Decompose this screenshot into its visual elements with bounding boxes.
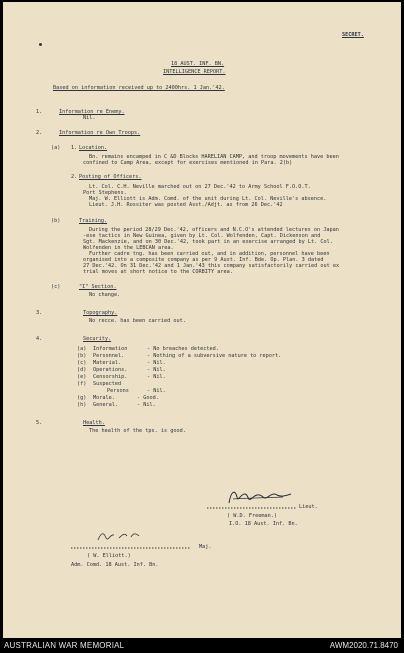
- training-line: Further cadre tng. has been carried out, and in addition, personnel have been: [89, 251, 330, 257]
- section-1-number: 1.: [36, 109, 43, 115]
- freeman-role: I.O. 18 Aust. Inf. Bn.: [229, 521, 298, 527]
- section-5-body: The health of the tps. is good.: [89, 428, 186, 434]
- elliott-signature: [95, 528, 145, 544]
- training-line: organised into a composite company as per 9 Aust. Inf. Bde. Op. Plan. 3 dated: [83, 257, 324, 263]
- report-basis: Based on information received up to 2400hrs. 1 Jan.'42.: [53, 85, 225, 91]
- security-item-name: Personnel.: [93, 353, 125, 359]
- training-line: During the period 28/29 Dec.'42, officers and N.C.O's attended lectures on Japan: [89, 227, 339, 233]
- security-item-value: - Nil.: [147, 374, 166, 380]
- signature-dotted-line: [207, 505, 297, 511]
- freeman-rank: Lieut.: [299, 504, 318, 510]
- freeman-name: ( W.D. Freeman.): [227, 513, 277, 519]
- training-line: -ese tactics in New Guinea, given by Lt. Col. Wolfenden, Capt. Dickenson and: [83, 233, 321, 239]
- security-item-value: - No breaches detected.: [147, 346, 219, 352]
- archive-reference: AWM2020.71.8470: [329, 641, 398, 650]
- posting-line: Port Stephens.: [83, 190, 127, 196]
- security-item-value: - Nothing of a subversive nature to report.: [147, 353, 282, 359]
- security-item-name: Suspected: [93, 381, 122, 387]
- archive-footer: [0, 638, 404, 653]
- security-item-value: - Nil.: [147, 367, 166, 373]
- section-3-heading: Topography.: [83, 310, 118, 316]
- section-5-heading: Health.: [83, 420, 105, 426]
- elliott-name: ( W. Elliott.): [87, 553, 131, 559]
- security-label: (h): [77, 402, 87, 408]
- para-a1-number: 1.: [71, 145, 78, 151]
- training-line: trial moves at short notice to the CORBITY area.: [83, 269, 233, 275]
- security-item-name: Persons: [107, 388, 129, 394]
- security-item-value: - Nil.: [147, 360, 166, 366]
- security-item-name: Censorship.: [93, 374, 128, 380]
- para-b-label: (b): [51, 218, 61, 224]
- security-item-name: Material.: [93, 360, 122, 366]
- elliott-rank: Maj.: [199, 544, 212, 550]
- para-b-heading: Training.: [79, 218, 108, 224]
- security-item-value: - Good.: [137, 395, 159, 401]
- security-label: (g): [77, 395, 87, 401]
- location-line: Bn. remains encamped in C &D Blocks HARELIAN CAMP, and troop movements have been: [89, 154, 339, 160]
- posting-line: Maj. W. Elliott is Adm. Comd. of the unit during Lt. Col. Neville's absence.: [89, 196, 327, 202]
- para-a-label: (a): [51, 145, 61, 151]
- location-line: confined to Camp Area, except for exercises mentioned in Para. 2(b): [83, 160, 293, 166]
- classification-mark: SECRET.: [342, 32, 364, 38]
- security-label: (f): [77, 381, 87, 387]
- report-title: INTELLIGENCE REPORT.: [163, 69, 226, 75]
- training-line: 27 Dec.'42. On 31 Dec.'42 and 1 Jan.'43 this company satisfactorily carried out ex: [83, 263, 340, 269]
- training-line: Wolfenden in the LEBCAN area.: [83, 245, 174, 251]
- posting-line: Lieut. J.H. Rossiter was posted Asst./Adjt. as from 26 Dec.'42: [89, 202, 283, 208]
- section-1-body: Nil.: [83, 115, 96, 121]
- signature-dotted-line: [71, 545, 191, 551]
- document-page: [3, 2, 401, 638]
- training-line: Sgt. Mackenzie, and on 30 Dec.'42, took part in an exercise arranged by Lt. Col.: [83, 239, 333, 245]
- section-4-heading: Security.: [83, 336, 112, 342]
- unit-heading: 18 AUST. INF. BN.: [171, 61, 225, 67]
- security-item-name: General.: [93, 402, 118, 408]
- security-item-value: - Nil.: [137, 402, 156, 408]
- archive-name: AUSTRALIAN WAR MEMORIAL: [4, 641, 125, 650]
- section-1-heading: Information re Enemy.: [59, 109, 125, 115]
- para-c-heading: "I" Section.: [79, 284, 117, 290]
- para-a1-heading: Location.: [79, 145, 108, 151]
- para-c-label: (c): [51, 284, 61, 290]
- security-label: (c): [77, 360, 87, 366]
- security-label: (d): [77, 367, 87, 373]
- para-a2-number: 2.: [71, 174, 78, 180]
- section-4-number: 4.: [36, 336, 43, 342]
- punch-hole: [39, 43, 42, 46]
- security-item-name: Information: [93, 346, 128, 352]
- security-label: (e): [77, 374, 87, 380]
- section-3-body: No recce. has been carried out.: [89, 318, 186, 324]
- para-c-body: No change.: [89, 292, 121, 298]
- security-item-name: Operations.: [93, 367, 128, 373]
- posting-line: Lt. Col. C.H. Neville marched out on 27 Dec.'42 to Army School F.O.O.T.: [89, 184, 311, 190]
- section-2-number: 2.: [36, 130, 43, 136]
- section-5-number: 5.: [36, 420, 43, 426]
- security-item-value: - Nil.: [147, 388, 166, 394]
- security-label: (a): [77, 346, 87, 352]
- security-label: (b): [77, 353, 87, 359]
- section-3-number: 3.: [36, 310, 43, 316]
- elliott-role: Adm. Comd. 18 Aust. Inf. Bn.: [71, 562, 159, 568]
- security-item-name: Morale.: [93, 395, 115, 401]
- section-2-heading: Information re Own Troops.: [59, 130, 141, 136]
- para-a2-heading: Posting of Officers.: [79, 174, 142, 180]
